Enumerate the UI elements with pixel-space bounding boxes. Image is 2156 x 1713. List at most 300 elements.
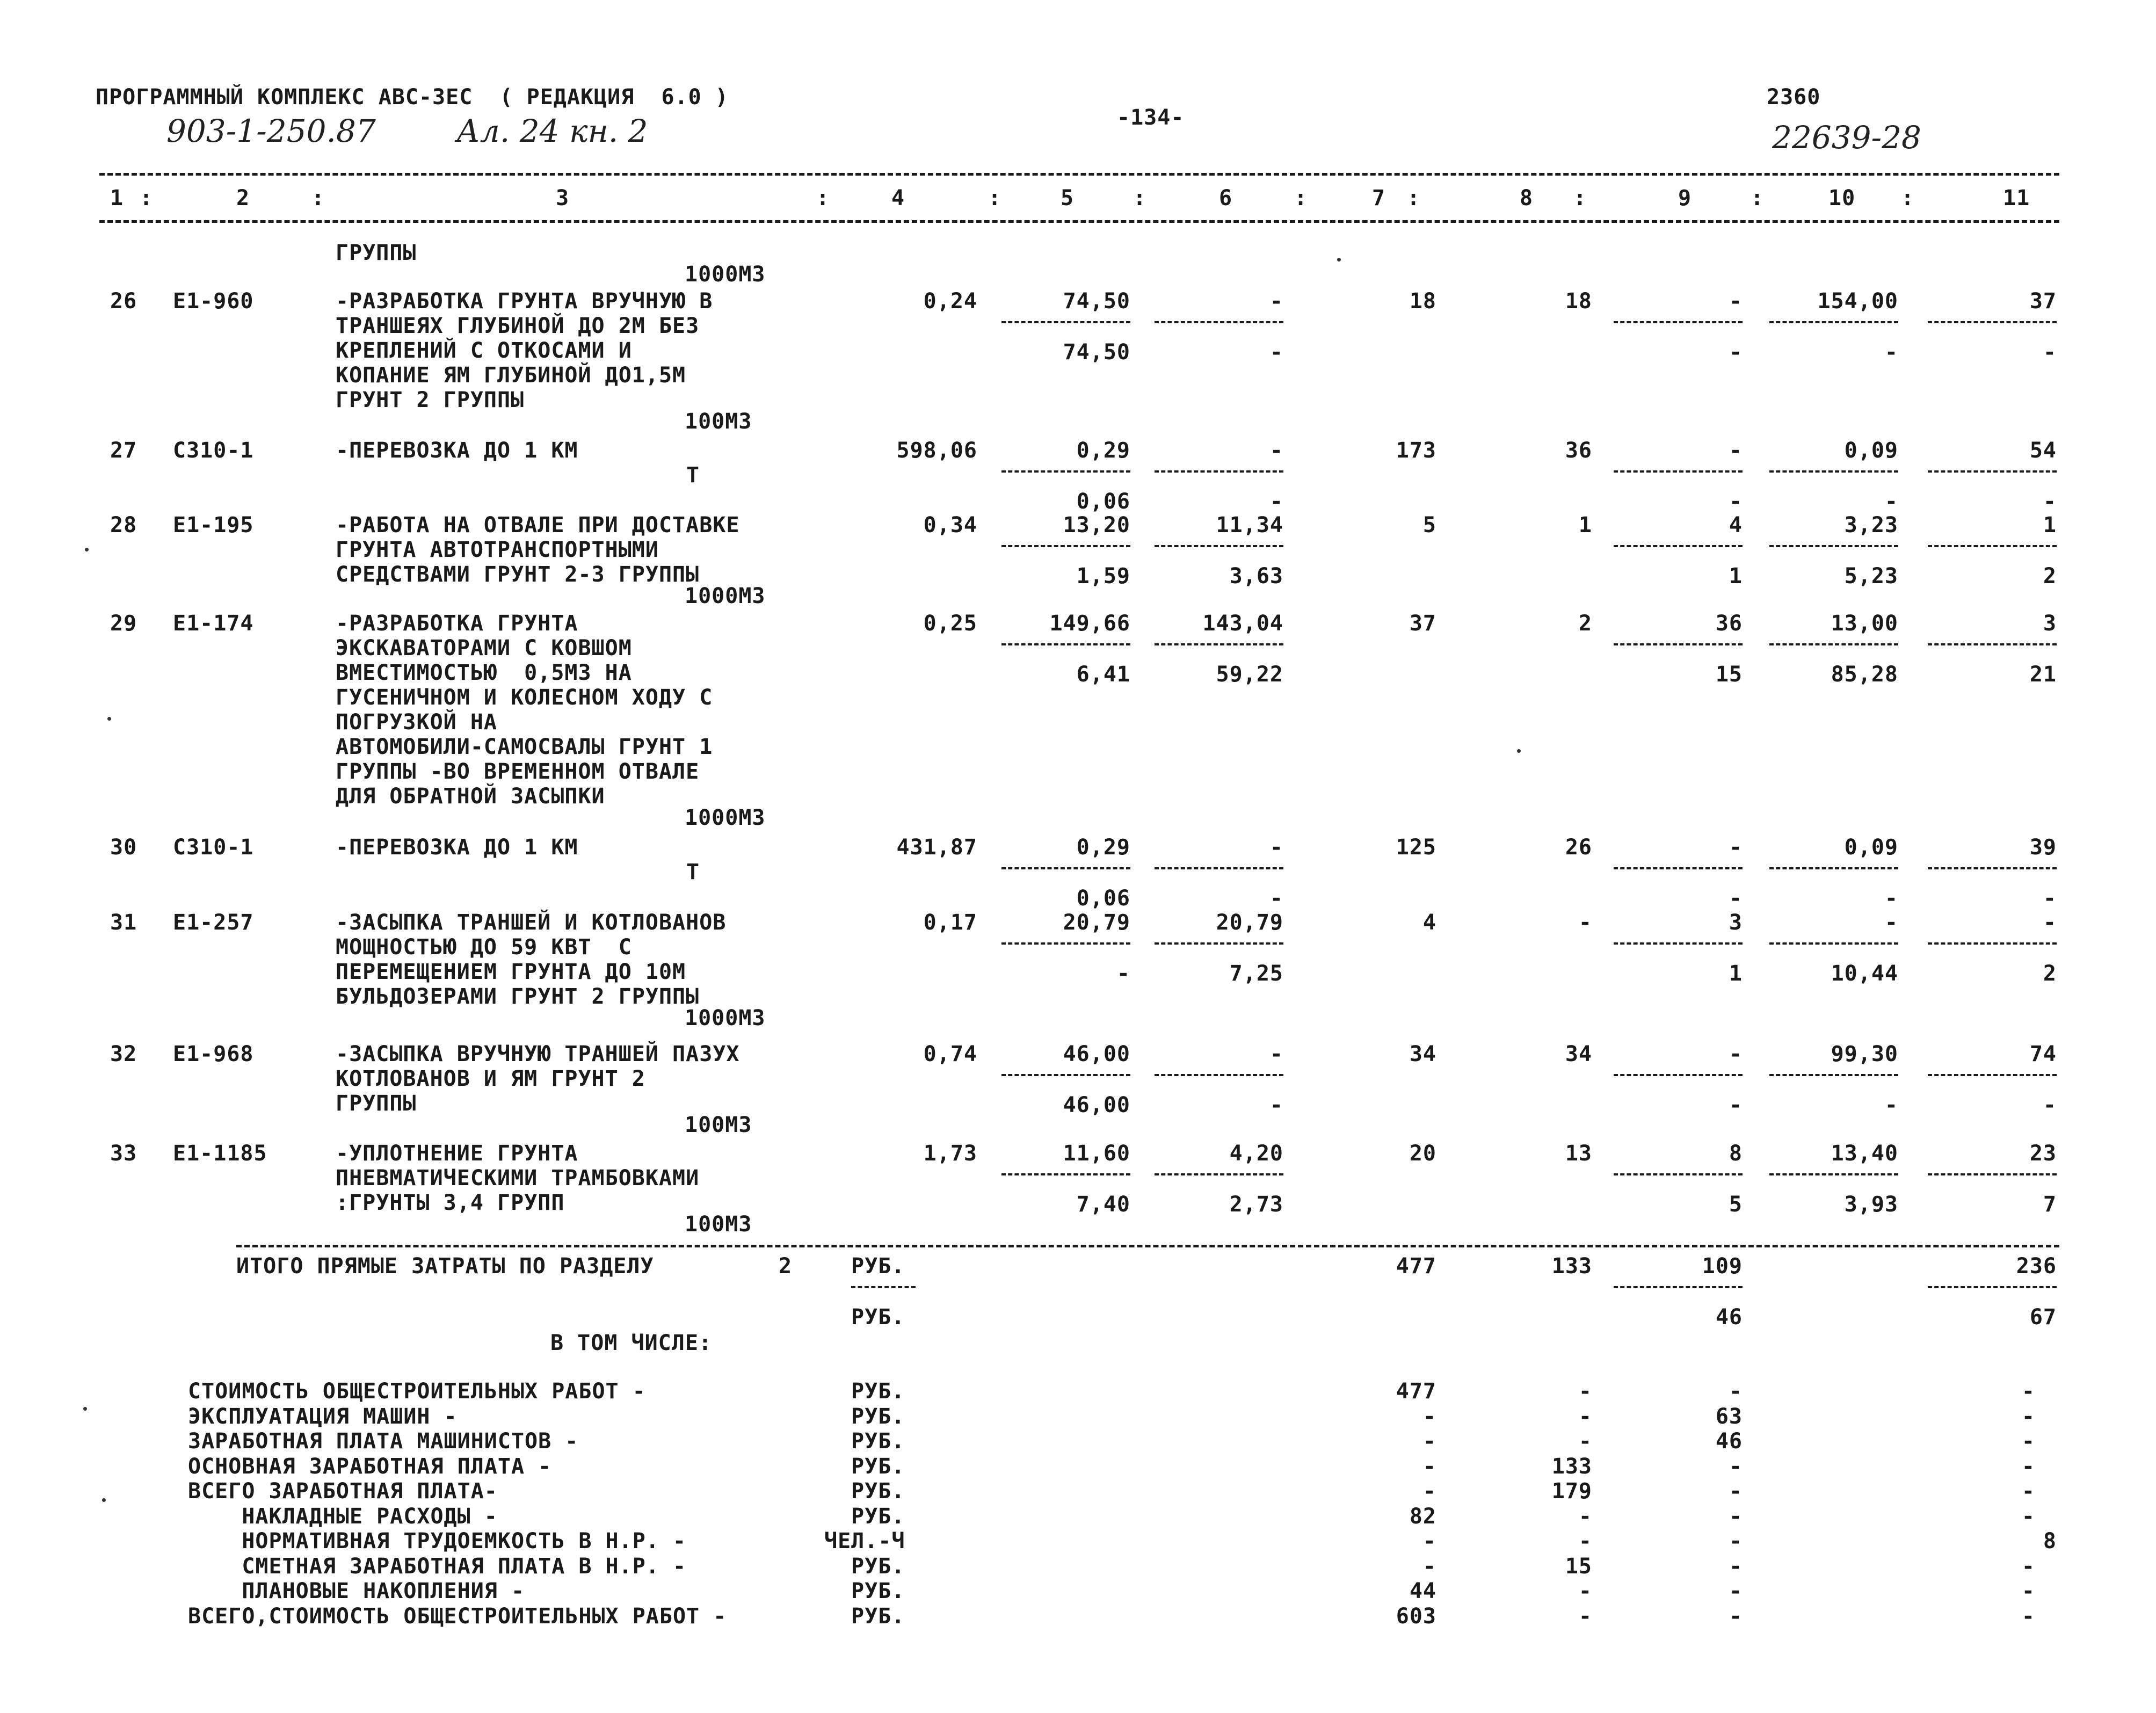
- cell-c8: 13: [1565, 1141, 1592, 1166]
- cell-c7: 173: [1396, 438, 1436, 463]
- row-unit-mark: Т: [686, 463, 700, 488]
- summary-c7: 44: [1409, 1579, 1436, 1603]
- row-measure-unit: 1000М3: [685, 805, 766, 830]
- cell-divider: [1928, 1173, 2057, 1175]
- summary-c7: 477: [1396, 1379, 1436, 1404]
- row-description: МОЩНОСТЬЮ ДО 59 КВТ С: [336, 935, 632, 960]
- cell-quantity: 1,73: [923, 1141, 977, 1166]
- cell-c6-upper: 4,20: [1229, 1141, 1283, 1166]
- column-header-7: 7: [1372, 186, 1386, 211]
- cell-c8: 26: [1565, 835, 1592, 860]
- row-measure-unit: 1000М3: [685, 584, 766, 608]
- row-measure-unit: 100М3: [685, 1212, 752, 1237]
- totals-c11-upper: 236: [2016, 1254, 2057, 1279]
- cell-c9-upper: 3: [1729, 910, 1743, 935]
- project-code: 903-1-250.87: [166, 113, 376, 149]
- summary-label: ПЛАНОВЫЕ НАКОПЛЕНИЯ -: [188, 1579, 525, 1603]
- speck: [83, 1407, 87, 1411]
- row-description: КОПАНИЕ ЯМ ГЛУБИНОЙ ДО1,5М: [336, 363, 686, 388]
- cell-quantity: 0,34: [923, 513, 977, 538]
- cell-c10-upper: 13,00: [1831, 611, 1898, 636]
- cell-c9-lower: 1: [1729, 961, 1743, 986]
- speck: [102, 1498, 106, 1502]
- cell-c11-lower: 7: [2043, 1192, 2057, 1217]
- row-description: ГУСЕНИЧНОМ И КОЛЕСНОМ ХОДУ С: [336, 685, 713, 710]
- summary-c7: -: [1422, 1429, 1436, 1454]
- cell-c5-lower: 46,00: [1063, 1093, 1130, 1117]
- cell-divider: [1001, 942, 1130, 945]
- cell-divider: [1001, 470, 1130, 473]
- summary-c11: -: [2021, 1504, 2035, 1529]
- cell-c11-upper: 74: [2029, 1042, 2057, 1066]
- summary-c11: -: [2021, 1603, 2035, 1629]
- summary-c7: -: [1422, 1479, 1436, 1504]
- cell-c9-upper: -: [1729, 1042, 1743, 1066]
- row-description: -РАБОТА НА ОТВАЛЕ ПРИ ДОСТАВКЕ: [336, 513, 740, 538]
- row-measure-unit: 100М3: [685, 409, 752, 434]
- cell-c8: 36: [1565, 438, 1592, 463]
- cell-c9-upper: 4: [1729, 513, 1743, 538]
- cell-c11-upper: 23: [2029, 1141, 2057, 1166]
- summary-c8: -: [1578, 1379, 1592, 1404]
- summary-c9: -: [1729, 1603, 1743, 1629]
- cell-c7: 37: [1409, 611, 1436, 636]
- cell-divider: [1614, 867, 1743, 869]
- row-code: Е1-174: [173, 611, 254, 636]
- summary-label: ВСЕГО ЗАРАБОТНАЯ ПЛАТА-: [188, 1479, 498, 1504]
- summary-c11: -: [2021, 1579, 2035, 1603]
- summary-c8: -: [1578, 1429, 1592, 1454]
- cell-divider: [1928, 1074, 2057, 1076]
- cell-c9-upper: 36: [1715, 611, 1743, 636]
- cell-c9-upper: 8: [1729, 1141, 1743, 1166]
- summary-c11: -: [2021, 1379, 2035, 1404]
- cell-c11-upper: 37: [2029, 289, 2057, 314]
- cell-c5-lower: 7,40: [1076, 1192, 1130, 1217]
- cell-c7: 34: [1409, 1042, 1436, 1066]
- cell-divider: [1001, 867, 1130, 869]
- cell-c5-lower: 6,41: [1076, 662, 1130, 687]
- row-code: Е1-1185: [173, 1141, 267, 1166]
- row-number: 31: [110, 910, 137, 935]
- totals-c7: 477: [1396, 1254, 1436, 1279]
- cell-c10-upper: 3,23: [1844, 513, 1898, 538]
- summary-unit: ЧЕЛ.-Ч: [824, 1529, 905, 1554]
- speck: [107, 717, 111, 721]
- summary-label: ЭКСПЛУАТАЦИЯ МАШИН -: [188, 1404, 458, 1429]
- cell-c5-upper: 46,00: [1063, 1042, 1130, 1066]
- summary-c7: -: [1422, 1404, 1436, 1429]
- summary-c7: -: [1422, 1554, 1436, 1579]
- row-code: С310-1: [173, 835, 254, 860]
- cell-c5-upper: 11,60: [1063, 1141, 1130, 1166]
- column-header-8: 8: [1520, 186, 1534, 211]
- column-header-10: 10: [1828, 186, 1856, 211]
- totals-unit: РУБ.: [851, 1305, 905, 1330]
- cell-c9-lower: -: [1729, 489, 1743, 514]
- cell-c6-upper: -: [1269, 438, 1283, 463]
- cell-divider: [1001, 545, 1130, 547]
- totals-label: ИТОГО ПРЯМЫЕ ЗАТРАТЫ ПО РАЗДЕЛУ: [236, 1254, 654, 1279]
- cell-c7: 125: [1396, 835, 1436, 860]
- row-description: ПЕРЕМЕЩЕНИЕМ ГРУНТА ДО 10М: [336, 960, 686, 984]
- row-description: ВМЕСТИМОСТЬЮ 0,5М3 НА: [336, 660, 632, 685]
- cell-divider: [1155, 942, 1283, 945]
- summary-c8: 179: [1551, 1479, 1592, 1504]
- column-header-5: 5: [1061, 186, 1075, 211]
- cell-divider: [1928, 321, 2057, 323]
- cell-divider: [1155, 1074, 1283, 1076]
- column-separator: :: [1573, 186, 1587, 211]
- cell-c6-upper: -: [1269, 289, 1283, 314]
- column-header-11: 11: [2003, 186, 2030, 211]
- totals-c11-lower: 67: [2029, 1305, 2057, 1330]
- cell-quantity: 431,87: [896, 835, 977, 860]
- cell-c10-lower: -: [1884, 1093, 1898, 1117]
- summary-c8: -: [1578, 1529, 1592, 1554]
- row-description: -УПЛОТНЕНИЕ ГРУНТА: [336, 1141, 578, 1166]
- speck: [85, 548, 89, 551]
- summary-c8: -: [1578, 1579, 1592, 1603]
- summary-c9: -: [1729, 1529, 1743, 1554]
- cell-divider: [1155, 545, 1283, 547]
- column-header-6: 6: [1219, 186, 1233, 211]
- column-separator: :: [988, 186, 1002, 211]
- cell-c5-upper: 20,79: [1063, 910, 1130, 935]
- cell-c5-upper: 13,20: [1063, 513, 1130, 538]
- summary-label: ВСЕГО,СТОИМОСТЬ ОБЩЕСТРОИТЕЛЬНЫХ РАБОТ -: [188, 1603, 727, 1629]
- header-rule-bottom: [99, 220, 2059, 223]
- inventory-number: 22639-28: [1772, 119, 1921, 156]
- cell-divider: [1614, 1173, 1743, 1175]
- summary-c7: -: [1422, 1529, 1436, 1554]
- cell-divider: [1769, 867, 1898, 869]
- cell-divider: [1928, 545, 2057, 547]
- row-code: С310-1: [173, 438, 254, 463]
- cell-c11-lower: 2: [2043, 961, 2057, 986]
- cell-c9-lower: -: [1729, 1093, 1743, 1117]
- cell-c11-upper: 1: [2043, 513, 2057, 538]
- summary-c9: -: [1729, 1579, 1743, 1603]
- cell-c11-upper: 54: [2029, 438, 2057, 463]
- row-description: :ГРУНТЫ 3,4 ГРУПП: [336, 1191, 565, 1215]
- cell-divider: [1155, 643, 1283, 645]
- summary-c8: -: [1578, 1603, 1592, 1629]
- cell-quantity: 0,25: [923, 611, 977, 636]
- cell-divider: [1001, 643, 1130, 645]
- cell-c5-lower: 1,59: [1076, 564, 1130, 589]
- summary-unit: РУБ.: [851, 1404, 905, 1429]
- page-number: -134-: [1117, 105, 1185, 130]
- cell-c5-lower: 0,06: [1076, 489, 1130, 514]
- cell-c8: 18: [1565, 289, 1592, 314]
- column-separator: :: [1901, 186, 1915, 211]
- cell-c11-lower: 2: [2043, 564, 2057, 589]
- summary-label: ЗАРАБОТНАЯ ПЛАТА МАШИНИСТОВ -: [188, 1429, 579, 1454]
- cell-c6-lower: -: [1269, 886, 1283, 911]
- row-description: ГРУППЫ -ВО ВРЕМЕННОМ ОТВАЛЕ: [336, 759, 700, 784]
- cell-c10-upper: -: [1884, 910, 1898, 935]
- summary-c7: 603: [1396, 1603, 1436, 1629]
- cell-divider: [1769, 1173, 1898, 1175]
- cell-divider: [1001, 321, 1130, 323]
- cell-c11-upper: 39: [2029, 835, 2057, 860]
- cell-divider: [1155, 321, 1283, 323]
- cell-divider: [1155, 867, 1283, 869]
- cell-c5-upper: 149,66: [1049, 611, 1130, 636]
- row-number: 32: [110, 1042, 137, 1066]
- cell-c8: 1: [1578, 513, 1592, 538]
- cell-c8: -: [1578, 910, 1592, 935]
- summary-label: СМЕТНАЯ ЗАРАБОТНАЯ ПЛАТА В Н.Р. -: [188, 1554, 687, 1579]
- cell-quantity: 0,17: [923, 910, 977, 935]
- cell-c10-lower: -: [1884, 489, 1898, 514]
- summary-label: СТОИМОСТЬ ОБЩЕСТРОИТЕЛЬНЫХ РАБОТ -: [188, 1379, 646, 1404]
- cell-divider: [1001, 1173, 1130, 1175]
- cell-c9-upper: -: [1729, 835, 1743, 860]
- column-separator: :: [311, 186, 325, 211]
- cell-divider: [1614, 1074, 1743, 1076]
- row-code: Е1-960: [173, 289, 254, 314]
- cell-c10-lower: 10,44: [1831, 961, 1898, 986]
- summary-c11: -: [2021, 1479, 2035, 1504]
- summary-c11: -: [2021, 1454, 2035, 1479]
- cell-c10-upper: 0,09: [1844, 438, 1898, 463]
- cell-c11-upper: -: [2043, 910, 2057, 935]
- cell-c11-lower: -: [2043, 489, 2057, 514]
- row-number: 28: [110, 513, 137, 538]
- summary-c9: -: [1729, 1479, 1743, 1504]
- cell-divider: [1614, 643, 1743, 645]
- summary-c11: -: [2021, 1404, 2035, 1429]
- speck: [1517, 749, 1521, 753]
- cell-c10-lower: 5,23: [1844, 564, 1898, 589]
- summary-c11: -: [2021, 1429, 2035, 1454]
- row-description: ТРАНШЕЯХ ГЛУБИНОЙ ДО 2М БЕЗ: [336, 314, 700, 338]
- row-description: -РАЗРАБОТКА ГРУНТА ВРУЧНУЮ В: [336, 289, 713, 314]
- column-header-3: 3: [556, 186, 570, 211]
- cell-c5-upper: 0,29: [1076, 835, 1130, 860]
- totals-c8: 133: [1551, 1254, 1592, 1279]
- cell-divider: [1769, 545, 1898, 547]
- summary-c7: 82: [1409, 1504, 1436, 1529]
- row-description: ГРУППЫ: [336, 1091, 417, 1116]
- cell-c11-lower: 21: [2029, 662, 2057, 687]
- cell-divider: [1614, 942, 1743, 945]
- summary-label: ОСНОВНАЯ ЗАРАБОТНАЯ ПЛАТА -: [188, 1454, 552, 1479]
- row-measure-unit: 1000М3: [685, 262, 766, 287]
- summary-unit: РУБ.: [851, 1429, 905, 1454]
- cell-c10-lower: -: [1884, 886, 1898, 911]
- summary-c8: 15: [1565, 1554, 1592, 1579]
- cell-c9-upper: -: [1729, 438, 1743, 463]
- cell-c11-lower: -: [2043, 1093, 2057, 1117]
- summary-unit: РУБ.: [851, 1454, 905, 1479]
- column-separator: :: [140, 186, 154, 211]
- summary-c9: -: [1729, 1504, 1743, 1529]
- summary-c9: 63: [1715, 1404, 1743, 1429]
- cell-divider: [1769, 643, 1898, 645]
- cell-divider: [1928, 942, 2057, 945]
- cell-c5-lower: 0,06: [1076, 886, 1130, 911]
- cell-quantity: 0,24: [923, 289, 977, 314]
- cell-c6-upper: 20,79: [1216, 910, 1283, 935]
- cell-divider: [1614, 321, 1743, 323]
- cell-c7: 18: [1409, 289, 1436, 314]
- row-description: -ПЕРЕВОЗКА ДО 1 КМ: [336, 835, 578, 860]
- row-number: 26: [110, 289, 137, 314]
- summary-c9: 46: [1715, 1429, 1743, 1454]
- cell-quantity: 598,06: [896, 438, 977, 463]
- cell-c9-lower: -: [1729, 886, 1743, 911]
- column-header-2: 2: [236, 186, 250, 211]
- column-header-9: 9: [1678, 186, 1692, 211]
- cell-c10-lower: -: [1884, 340, 1898, 365]
- summary-unit: РУБ.: [851, 1479, 905, 1504]
- row-number: 30: [110, 835, 137, 860]
- row-description: ПНЕВМАТИЧЕСКИМИ ТРАМБОВКАМИ: [336, 1166, 700, 1191]
- cell-c6-lower: -: [1269, 1093, 1283, 1117]
- cell-divider: [1928, 643, 2057, 645]
- cell-c10-lower: 3,93: [1844, 1192, 1898, 1217]
- header-rule-top: [99, 173, 2059, 176]
- cell-divider: [1769, 942, 1898, 945]
- row-number: 29: [110, 611, 137, 636]
- cell-c5-upper: 0,29: [1076, 438, 1130, 463]
- column-separator: :: [1294, 186, 1308, 211]
- row-description: ГРУНТ 2 ГРУППЫ: [336, 388, 525, 412]
- cell-divider: [1769, 321, 1898, 323]
- including-label: В ТОМ ЧИСЛЕ:: [550, 1331, 712, 1355]
- summary-label: НОРМАТИВНАЯ ТРУДОЕМКОСТЬ В Н.Р. -: [188, 1529, 687, 1554]
- cell-c6-lower: -: [1269, 489, 1283, 514]
- row-code: Е1-257: [173, 910, 254, 935]
- cell-divider: [1001, 1074, 1130, 1076]
- cell-c10-upper: 154,00: [1817, 289, 1898, 314]
- summary-c7: -: [1422, 1454, 1436, 1479]
- column-separator: :: [1133, 186, 1147, 211]
- cell-divider: [1928, 470, 2057, 473]
- row-description: -ЗАСЫПКА ТРАНШЕЙ И КОТЛОВАНОВ: [336, 910, 727, 935]
- cell-c10-lower: 85,28: [1831, 662, 1898, 687]
- cell-c7: 5: [1422, 513, 1436, 538]
- totals-c9-lower: 46: [1715, 1305, 1743, 1330]
- row-number: 33: [110, 1141, 137, 1166]
- cell-divider: [1614, 545, 1743, 547]
- row-description: -ЗАСЫПКА ВРУЧНУЮ ТРАНШЕЙ ПАЗУХ: [336, 1042, 740, 1066]
- totals-unit-divider: [851, 1286, 916, 1288]
- cell-c6-lower: 59,22: [1216, 662, 1283, 687]
- totals-rule: [236, 1245, 2059, 1247]
- cell-c9-lower: 1: [1729, 564, 1743, 589]
- column-separator: :: [1407, 186, 1421, 211]
- row-code: Е1-195: [173, 513, 254, 538]
- summary-c8: 133: [1551, 1454, 1592, 1479]
- totals-section: 2: [779, 1254, 793, 1279]
- column-header-1: 1: [110, 186, 124, 211]
- cell-c11-upper: 3: [2043, 611, 2057, 636]
- row-description: ПОГРУЗКОЙ НА: [336, 710, 497, 735]
- row-description: АВТОМОБИЛИ-САМОСВАЛЫ ГРУНТ 1: [336, 735, 713, 759]
- row-description: КОТЛОВАНОВ И ЯМ ГРУНТ 2: [336, 1066, 645, 1091]
- speck: [1337, 258, 1341, 262]
- summary-unit: РУБ.: [851, 1554, 905, 1579]
- cell-divider: [1928, 1286, 2057, 1288]
- row-description: КРЕПЛЕНИЙ С ОТКОСАМИ И: [336, 338, 632, 363]
- summary-unit: РУБ.: [851, 1379, 905, 1404]
- program-header: ПРОГРАММНЫЙ КОМПЛЕКС АВС-ЗЕС ( РЕДАКЦИЯ 6.0 ): [96, 85, 729, 110]
- cell-c6-lower: -: [1269, 340, 1283, 365]
- summary-c11: 8: [2043, 1529, 2057, 1554]
- row-description: БУЛЬДОЗЕРАМИ ГРУНТ 2 ГРУППЫ: [336, 984, 700, 1009]
- row-measure-unit: 1000М3: [685, 1006, 766, 1030]
- cell-divider: [1155, 1173, 1283, 1175]
- cell-c5-lower: 74,50: [1063, 340, 1130, 365]
- row-code: Е1-968: [173, 1042, 254, 1066]
- cell-c7: 20: [1409, 1141, 1436, 1166]
- cell-c7: 4: [1422, 910, 1436, 935]
- summary-c8: -: [1578, 1404, 1592, 1429]
- cell-c10-upper: 99,30: [1831, 1042, 1898, 1066]
- cell-c9-lower: 15: [1715, 662, 1743, 687]
- cell-divider: [1769, 470, 1898, 473]
- cell-c6-lower: 2,73: [1229, 1192, 1283, 1217]
- cell-c8: 2: [1578, 611, 1592, 636]
- row-description: СРЕДСТВАМИ ГРУНТ 2-3 ГРУППЫ: [336, 562, 700, 587]
- cell-quantity: 0,74: [923, 1042, 977, 1066]
- totals-unit: РУБ.: [851, 1254, 905, 1279]
- summary-c9: -: [1729, 1454, 1743, 1479]
- totals-c9-upper: 109: [1702, 1254, 1743, 1279]
- column-separator: :: [816, 186, 830, 211]
- row-number: 27: [110, 438, 137, 463]
- cell-c9-lower: 5: [1729, 1192, 1743, 1217]
- summary-unit: РУБ.: [851, 1504, 905, 1529]
- summary-label: НАКЛАДНЫЕ РАСХОДЫ -: [188, 1504, 498, 1529]
- cell-c6-upper: -: [1269, 835, 1283, 860]
- cell-c6-upper: -: [1269, 1042, 1283, 1066]
- cell-c11-lower: -: [2043, 886, 2057, 911]
- cell-divider: [1155, 470, 1283, 473]
- summary-unit: РУБ.: [851, 1603, 905, 1629]
- cell-c6-lower: 3,63: [1229, 564, 1283, 589]
- row-description: ЭКСКАВАТОРАМИ С КОВШОМ: [336, 636, 632, 660]
- cell-divider: [1928, 867, 2057, 869]
- row-description: ДЛЯ ОБРАТНОЙ ЗАСЫПКИ: [336, 784, 605, 809]
- row-description: -ПЕРЕВОЗКА ДО 1 КМ: [336, 438, 578, 463]
- cell-c6-lower: 7,25: [1229, 961, 1283, 986]
- cell-c9-upper: -: [1729, 289, 1743, 314]
- row-unit-mark: Т: [686, 860, 700, 884]
- summary-c9: -: [1729, 1379, 1743, 1404]
- cell-divider: [1769, 1074, 1898, 1076]
- cell-c8: 34: [1565, 1042, 1592, 1066]
- cell-c5-upper: 74,50: [1063, 289, 1130, 314]
- cell-c5-lower: -: [1116, 961, 1130, 986]
- cell-c9-lower: -: [1729, 340, 1743, 365]
- cell-c10-upper: 13,40: [1831, 1141, 1898, 1166]
- summary-unit: РУБ.: [851, 1579, 905, 1603]
- cell-divider: [1614, 1286, 1743, 1288]
- cell-c11-lower: -: [2043, 340, 2057, 365]
- column-separator: :: [1751, 186, 1765, 211]
- row-description: ГРУНТА АВТОТРАНСПОРТНЫМИ: [336, 538, 659, 562]
- summary-c8: -: [1578, 1504, 1592, 1529]
- row-description: ГРУППЫ: [336, 241, 417, 265]
- code-top-right: 2360: [1767, 85, 1821, 110]
- cell-c6-upper: 143,04: [1202, 611, 1283, 636]
- summary-c9: -: [1729, 1554, 1743, 1579]
